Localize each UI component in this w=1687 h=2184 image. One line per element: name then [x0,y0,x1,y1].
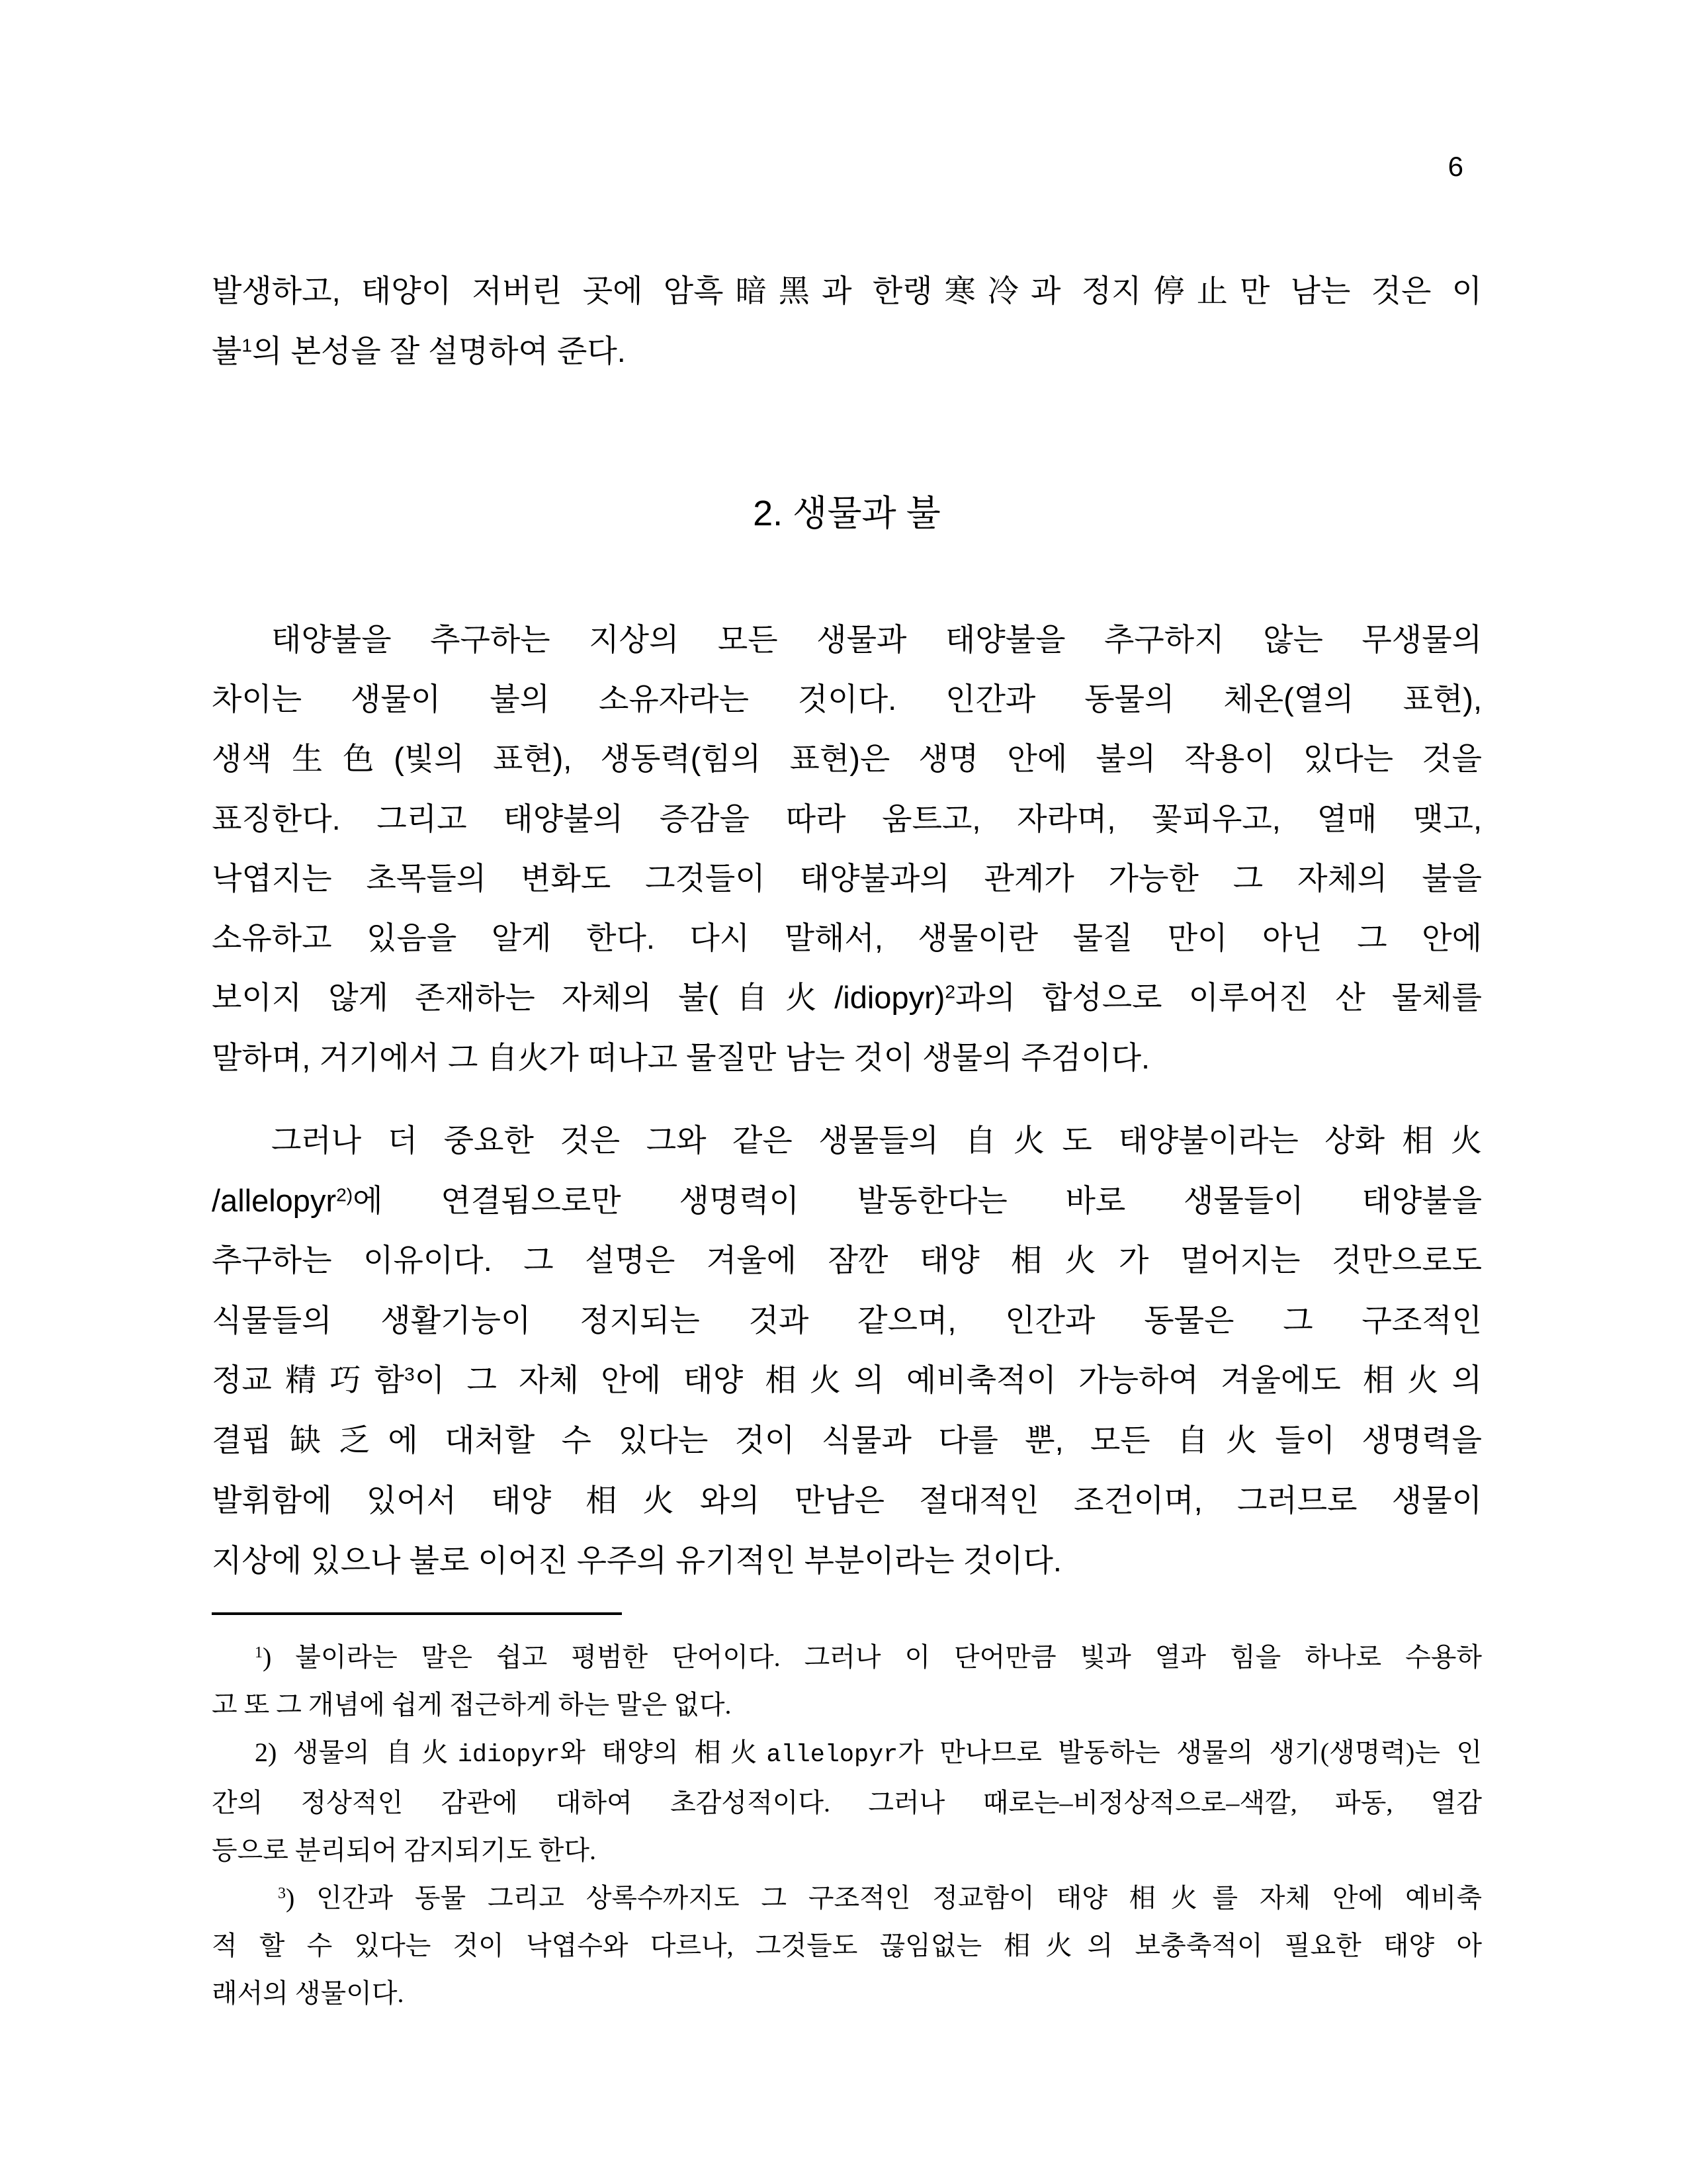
text-run: 추구하는 이유이다. 그 설명은 겨울에 잠깐 태양 [212,1243,1012,1278]
text-run: 과의 합성으로 이루어진 산 물체를 [955,980,1482,1015]
text-line [212,908,1482,968]
text-run: 낙엽지는 초목들의 변화도 그것들이 태양불과의 관계가 가능한 그 자체의 불을 [212,861,1482,896]
text-run: 보이지 않게 존재하는 자체의 불( [212,980,719,1015]
footnote [212,1634,1482,1729]
text-run: ) 인간과 동물 그리고 상록수까지도 그 구조적인 정교함이 태양 [286,1883,1129,1913]
page-number: 6 [1448,151,1463,182]
text-line [212,789,1482,849]
footnotes [212,1634,1482,2017]
text-run: 도 태양불이라는 상화 [1062,1123,1385,1158]
text-line [212,1350,1482,1411]
hanja-text: 相火 [1385,1124,1482,1158]
hanja-text: 停止 [1141,275,1240,309]
paragraph [212,1111,1482,1591]
text-line [212,849,1482,908]
text-run: 과 한랭 [822,273,933,308]
section-heading: 2. 생물과 불 [753,494,941,533]
text-run: 가 만나므로 발동하는 생물의 생기(생명력)는 인 [898,1737,1482,1767]
text-run: 식물들의 생활기능이 정지되는 것과 같으며, 인간과 동물은 그 구조적인 [212,1303,1482,1338]
footnote [212,1874,1482,2017]
text-run: 말하며, 거기에서 그 [212,1040,487,1075]
text-line [212,1471,1482,1531]
text-run: /idiopyr) [834,980,945,1015]
footnote [212,1729,1482,1874]
text-run: 함 [374,1362,405,1397]
text-line [212,1171,1482,1231]
text-line [212,261,1482,322]
text-line [212,1681,1482,1729]
text-line [212,1729,1482,1779]
text-run: 들이 생명력을 [1275,1422,1482,1458]
text-run: 생색 [212,741,272,776]
text-line [212,1291,1482,1350]
text-run: 이 그 자체 안에 태양 [414,1362,765,1397]
text-line [212,1874,1482,1922]
latin-term: allelopyr [766,1741,898,1769]
text-run: /allelopyr [212,1183,337,1218]
hanja-text: 寒冷 [932,275,1031,309]
text-run: (빛의 표현), 생동력(힘의 표현)은 생명 안에 불의 작용이 있다는 것을 [394,741,1482,776]
text-run: 2) 생물의 [255,1737,386,1767]
text-run: 간의 정상적인 감관에 대하여 초감성적이다. 그러나 때로는–비정상적으로–색깔, 파동, 열감 [212,1788,1482,1817]
text-run: 표징한다. 그리고 태양불의 증감을 따라 움트고, 자라며, 꽃피우고, 열매 맺고, [212,801,1482,836]
text-line [212,729,1482,789]
text-line [212,1970,1482,2017]
text-run: 그러나 더 중요한 것은 그와 같은 생물들의 [271,1123,965,1158]
text-run: 가 멀어지는 것만으로도 [1119,1243,1482,1278]
hanja-text: 相火 [1129,1883,1213,1913]
hanja-text: 精巧 [271,1364,374,1398]
hanja-text: 缺乏 [271,1424,388,1458]
hanja-text: 相火 [1011,1244,1119,1278]
text-run: 를 자체 안에 예비축 [1212,1883,1482,1913]
text-run: 만 남는 것은 이 [1239,273,1482,308]
text-line [212,1922,1482,1970]
text-line [212,1827,1482,1874]
text-run: 발생하고, 태양이 저버린 곳에 암흑 [212,273,724,308]
hanja-text: 相火 [694,1737,767,1767]
text-run: 정교 [212,1362,272,1397]
paragraph [212,610,1482,1088]
footnote-ref: 3 [278,1884,286,1902]
text-line [212,1028,1482,1088]
hanja-text: 相火 [1004,1931,1088,1960]
footnote-ref: 1 [241,334,253,356]
text-run: 차이는 생물이 불의 소유자라는 것이다. 인간과 동물의 체온(열의 표현), [212,681,1482,717]
footnote-ref: 3 [404,1363,415,1385]
text-line [212,610,1482,670]
hanja-text: 相火 [1363,1364,1452,1398]
text-run: 의 보충축적이 필요한 태양 아 [1087,1931,1482,1960]
text-run: 의 본성을 잘 설명하여 준다. [252,333,626,369]
footnote-ref: 1 [255,1643,263,1661]
text-line [212,1634,1482,1681]
text-run: 적 할 수 있다는 것이 낙엽수와 다르나, 그것들도 끊임없는 [212,1931,1004,1960]
text-run: 의 예비축적이 가능하여 겨울에도 [854,1362,1363,1397]
page-content [212,0,1482,2017]
latin-term: idiopyr [457,1741,560,1769]
text-run: 태양불을 추구하는 지상의 모든 생물과 태양불을 추구하지 않는 무생물의 [271,622,1482,657]
text-run: 의 [1451,1362,1482,1397]
text-line [212,1531,1482,1591]
hanja-text: 自火 [965,1124,1062,1158]
text-line [212,1411,1482,1471]
text-run: ) 불이라는 말은 쉽고 평범한 단어이다. 그러나 이 단어만큼 빛과 열과 힘을 하나로 수용하 [263,1642,1482,1672]
text-run: 결핍 [212,1422,272,1458]
body-text [212,261,1482,1591]
footnote-separator [212,1612,622,1615]
text-line [212,1231,1482,1291]
hanja-text: 自火 [718,981,835,1016]
text-line [212,322,1482,381]
text-line [212,1111,1482,1171]
text-run: 등으로 분리되어 감지되기도 한다. [212,1835,596,1865]
text-line [212,670,1482,729]
footnote-ref: 2 [945,981,956,1002]
paragraph [212,261,1482,381]
text-run: 와의 만남은 절대적인 조건이며, 그러므로 생물이 [699,1483,1482,1518]
text-run: 고 또 그 개념에 쉽게 접근하게 하는 말은 없다. [212,1690,732,1720]
hanja-text: 相火 [585,1484,700,1518]
hanja-text: 自火 [386,1737,458,1767]
footnote-ref: 2) [336,1184,353,1205]
hanja-text: 暗黑 [723,275,822,309]
text-line [212,1779,1482,1827]
hanja-text: 生色 [271,742,394,777]
hanja-text: 自火 [486,1041,549,1076]
hanja-text: 自火 [1176,1424,1276,1458]
text-run: 에 연결됨으로만 생명력이 발동한다는 바로 생물들이 태양불을 [353,1183,1482,1218]
text-run: 소유하고 있음을 알게 한다. 다시 말해서, 생물이란 물질 만이 아닌 그 안에 [212,920,1482,955]
text-line [212,968,1482,1028]
text-run: 에 대처할 수 있다는 것이 식물과 다를 뿐, 모든 [388,1422,1177,1458]
text-run: 불 [212,333,242,369]
text-run: 과 정지 [1031,273,1142,308]
text-run: 와 태양의 [560,1737,695,1767]
text-run: 지상에 있으나 불로 이어진 우주의 유기적인 부분이라는 것이다. [212,1543,1062,1578]
text-run: 가 떠나고 물질만 남는 것이 생물의 주검이다. [548,1040,1150,1075]
hanja-text: 相火 [765,1364,855,1398]
text-run: 래서의 생물이다. [212,1978,404,2008]
text-run: 발휘함에 있어서 태양 [212,1483,586,1518]
